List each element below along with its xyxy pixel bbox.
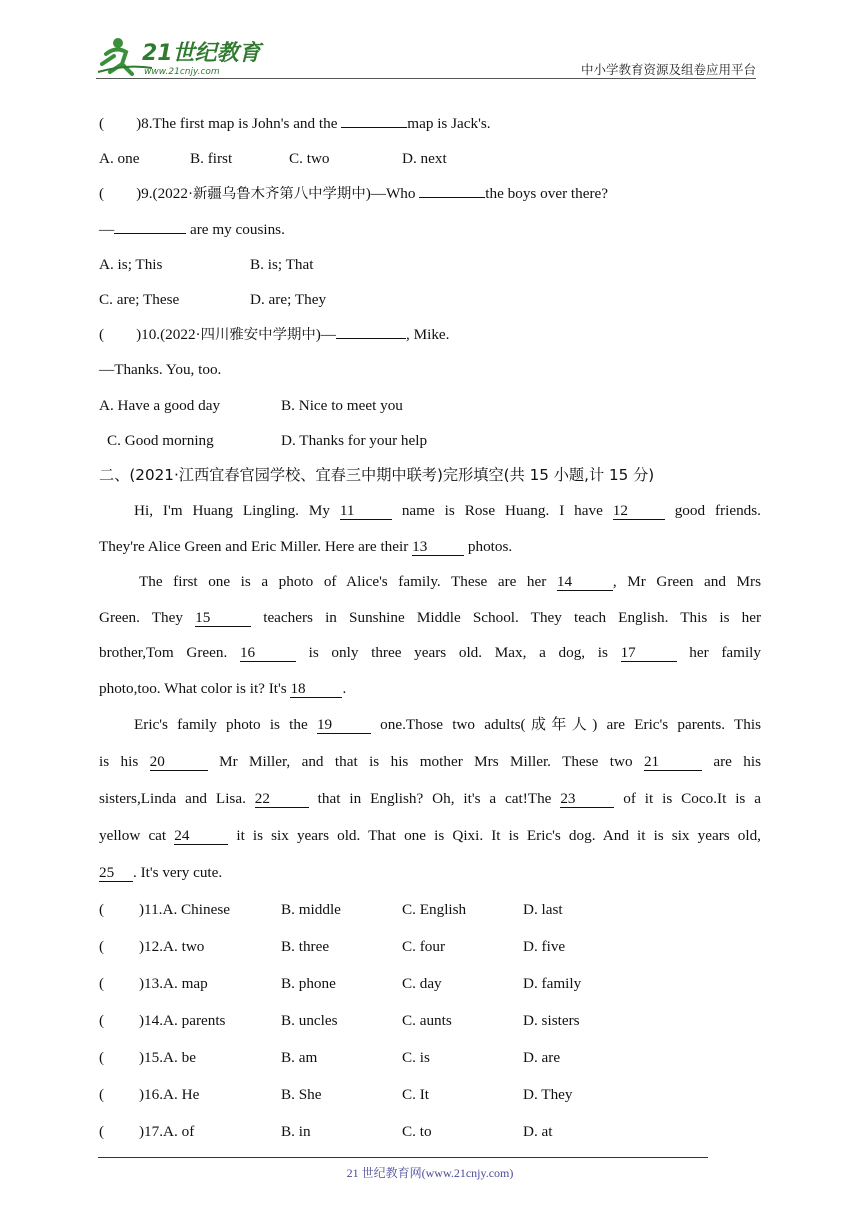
question-10-options-row2 [99,423,761,458]
answer-blank [114,217,186,234]
question-16: ( )16.A. He B. She C. It D. They [99,1086,573,1104]
question-10-line2: —Thanks. You, too. [99,361,222,379]
option-a: A. one [99,150,140,168]
option-a: A. is; This [99,255,163,273]
platform-name: 中小学教育资源及组卷应用平台 [580,62,756,77]
cloze-blank-15: 15 [195,610,251,627]
cloze-blank-11: 11 [340,503,392,520]
question-9-line2: — are my cousins. [99,212,761,247]
header-divider [96,78,756,79]
question-8-options [99,141,761,176]
footer-text: 21 世纪教育网(www.21cnjy.com) [346,1166,514,1180]
cloze-blank-24: 24 [174,828,228,845]
question-9-options-row1 [99,247,761,282]
question-13: ( )13.A. map B. phone C. day D. family [99,975,582,993]
cloze-blank-14: 14 [557,574,613,591]
option-c: C. Good morning [107,431,214,449]
passage-paragraph-1: Hi, I'm Huang Lingling. My 11 name is Rose Huang. I have 12 good friends. They're Alice Green and Eric Miller. Here are their 13 photos. [99,502,761,555]
question-12: ( )12.A. two B. three C. four D. five [99,938,566,956]
option-d: D. next [402,150,447,168]
question-11: ( )11.A. Chinese B. middle C. English D. last [99,901,563,919]
answer-blank [419,181,485,198]
question-15: ( )15.A. be B. am C. is D. are [99,1049,561,1067]
cloze-blank-18: 18 [290,681,342,698]
question-9: ( )9.(2022·新疆乌鲁木齐第八中学期中)—Who the boys over there? [99,176,761,211]
page-header [0,0,860,80]
option-c: C. are; These [99,290,180,308]
option-a: A. Have a good day [99,396,221,414]
option-b: B. first [190,150,233,168]
option-c: C. two [289,150,330,168]
question-10-options-row1 [99,388,761,423]
question-source: 四川雅安中学期中 [200,327,316,344]
passage-paragraph-2: The first one is a photo of Alice's family. These are her 14 , Mr Green and Mrs Green. They 15 teachers in Sunshine Middle School. They teach English. This is her brother,Tom Green. 16 is only three years old. Max, a dog, is 17 her family photo,too. What color is it? It's 18 . [99,573,761,697]
question-9-options-row2 [99,282,761,317]
cloze-questions [99,891,761,1150]
question-source: 新疆乌鲁木齐第八中学期中 [193,186,366,203]
logo-text: 21世纪教育 [142,41,261,66]
cloze-blank-25: 25 [99,865,133,882]
cloze-blank-19: 19 [317,717,371,734]
cloze-blank-16: 16 [240,645,296,662]
option-b: B. is; That [250,255,314,273]
logo-url: www.21cnjy.com [144,67,220,77]
question-17: ( )17.A. of B. in C. to D. at [99,1123,553,1141]
cloze-blank-22: 22 [255,791,309,808]
option-b: B. Nice to meet you [281,396,403,414]
section-heading: 二、(2021·江西宜春官园学校、宜春三中期中联考)完形填空(共 15 小题,计 15 分) [99,465,655,484]
logo-icon [96,34,266,78]
answer-blank [336,322,406,339]
page-body [99,106,761,1150]
cloze-blank-13: 13 [412,539,464,556]
cloze-blank-20: 20 [150,754,208,771]
option-d: D. Thanks for your help [281,431,428,449]
option-d: D. are; They [250,290,327,308]
question-14: ( )14.A. parents B. uncles C. aunts D. sisters [99,1012,580,1030]
passage-paragraph-3: Eric's family photo is the 19 one.Those two adults(成年人) are Eric's parents. This is his 20 Mr Miller, and that is his mother Mrs Miller. These two 21 are his sisters,Linda and Lisa. 22 that in English? Oh, it's a cat!The 23 of it is Coco.It is a yellow cat 24 it is six years old. That one is Qixi. It is Eric's dog. And it is six years old, 25 . It's very cute. [99,715,762,882]
answer-blank [341,111,407,128]
question-8: ( )8.The first map is John's and the map is Jack's. [99,106,761,141]
question-10: ( )10.(2022·四川雅安中学期中)— , Mike. [99,317,761,352]
footer-divider [98,1157,708,1158]
cloze-blank-21: 21 [644,754,702,771]
cloze-blank-17: 17 [621,645,677,662]
cloze-blank-23: 23 [560,791,614,808]
cloze-blank-12: 12 [613,503,665,520]
